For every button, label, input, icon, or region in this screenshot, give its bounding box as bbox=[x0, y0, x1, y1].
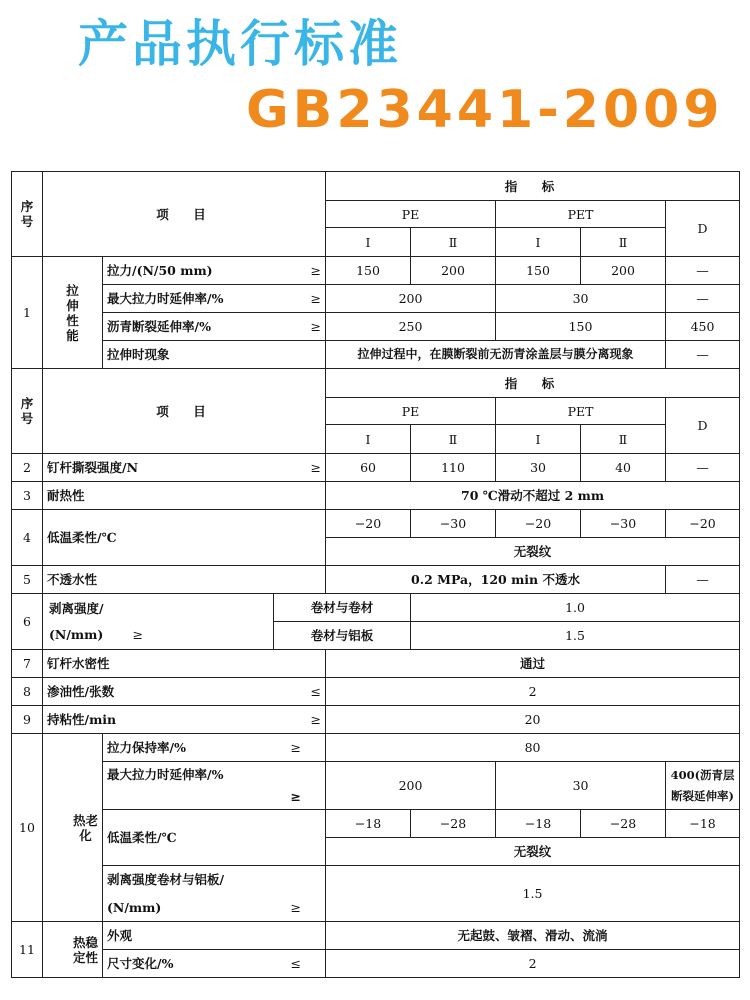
group-label: 拉伸性能 bbox=[43, 257, 103, 369]
index-header: 指 标 bbox=[326, 369, 740, 398]
table-row: 尺寸变化/% ≤ 2 bbox=[12, 950, 740, 978]
value-cell: −30 bbox=[581, 510, 666, 538]
pe-type2: Ⅱ bbox=[411, 425, 496, 454]
value-cell: 450 bbox=[666, 313, 740, 341]
index-header: 指 标 bbox=[326, 172, 740, 201]
pe-type2: Ⅱ bbox=[411, 228, 496, 257]
row-number: 3 bbox=[12, 482, 43, 510]
pet-type2: Ⅱ bbox=[581, 228, 666, 257]
item-label: 钉杆撕裂强度/N bbox=[47, 460, 138, 475]
table-row: 10 热老化 拉力保持率/% ≥ 80 bbox=[12, 734, 740, 762]
table-header-row bbox=[12, 369, 740, 398]
value-cell: 110 bbox=[411, 454, 496, 482]
row-number: 7 bbox=[12, 650, 43, 678]
item-label: 拉力/(N/50 mm) bbox=[107, 263, 213, 278]
item-label: 最大拉力时延伸率/% bbox=[107, 291, 224, 306]
table-row bbox=[12, 810, 740, 838]
table-row bbox=[12, 650, 740, 678]
row-number: 8 bbox=[12, 678, 43, 706]
row-number: 1 bbox=[12, 257, 43, 369]
pet-type2: Ⅱ bbox=[581, 425, 666, 454]
table-row: (N/mm) ≥ bbox=[12, 894, 740, 922]
sub-item-label: 卷材与铝板 bbox=[274, 622, 411, 650]
value-cell: — bbox=[666, 285, 740, 313]
row-number: 2 bbox=[12, 454, 43, 482]
table-row: 沥青断裂延伸率/% ≥ 250 150 450 bbox=[12, 313, 740, 341]
row-number: 11 bbox=[12, 922, 43, 978]
table-row: 最大拉力时延伸率/% ≥ 200 30 — bbox=[12, 285, 740, 313]
value-cell: 断裂延伸率) bbox=[671, 788, 735, 803]
value-cell: 拉伸过程中，在膜断裂前无沥青涂盖层与膜分离现象 bbox=[326, 341, 666, 369]
value-cell: −20 bbox=[666, 510, 740, 538]
item-label: 拉伸时现象 bbox=[103, 341, 326, 369]
sub-item-label: 卷材与卷材 bbox=[274, 594, 411, 622]
d-header: D bbox=[666, 201, 740, 257]
table-row bbox=[12, 341, 740, 369]
value-cell: — bbox=[666, 454, 740, 482]
pe-type1: Ⅰ bbox=[326, 425, 411, 454]
value-cell: −18 bbox=[666, 810, 740, 838]
table-row: 9 持粘性/min ≥ 20 bbox=[12, 706, 740, 734]
value-cell: −20 bbox=[326, 510, 411, 538]
value-cell: 1.5 bbox=[326, 866, 740, 922]
item-label: 渗油性/张数 bbox=[47, 684, 115, 699]
value-cell: 80 bbox=[326, 734, 740, 762]
pet-header: PET bbox=[496, 398, 666, 425]
value-cell: 400(沥青层 bbox=[670, 767, 735, 782]
value-cell: −28 bbox=[411, 810, 496, 838]
item-label-unit: (N/mm) bbox=[49, 626, 104, 642]
pe-header: PE bbox=[326, 201, 496, 228]
standard-code: GB23441-2009 bbox=[246, 80, 724, 140]
value-cell: 40 bbox=[581, 454, 666, 482]
group-label: 热老化 bbox=[43, 734, 103, 922]
pe-header: PE bbox=[326, 398, 496, 425]
item-label: 最大拉力时延伸率/% bbox=[107, 766, 224, 782]
value-cell: — bbox=[666, 566, 740, 594]
value-cell: 无裂纹 bbox=[326, 838, 740, 866]
value-cell: −18 bbox=[496, 810, 581, 838]
value-cell: 无裂纹 bbox=[326, 538, 740, 566]
value-cell: 150 bbox=[326, 257, 411, 285]
item-label: 沥青断裂延伸率/% bbox=[107, 319, 211, 334]
d-header: D bbox=[666, 398, 740, 454]
table-row bbox=[12, 866, 740, 894]
value-cell: — bbox=[666, 341, 740, 369]
table-row bbox=[12, 510, 740, 538]
row-number: 5 bbox=[12, 566, 43, 594]
row-number: 4 bbox=[12, 510, 43, 566]
row-number: 10 bbox=[12, 734, 43, 922]
value-cell: 2 bbox=[326, 678, 740, 706]
value-cell: 2 bbox=[326, 950, 740, 978]
item-label: 不透水性 bbox=[43, 566, 326, 594]
value-cell: 30 bbox=[496, 454, 581, 482]
row-number: 6 bbox=[12, 594, 43, 650]
seq-header: 序号 bbox=[12, 172, 43, 257]
value-cell: 150 bbox=[496, 313, 666, 341]
group-label: 热稳定性 bbox=[43, 922, 103, 978]
value-cell: 1.0 bbox=[411, 594, 740, 622]
value-cell: 200 bbox=[411, 257, 496, 285]
seq-header: 序号 bbox=[12, 369, 43, 454]
table-header-row bbox=[12, 172, 740, 201]
item-header: 项 目 bbox=[43, 369, 326, 454]
item-label: 外观 bbox=[103, 922, 326, 950]
table-row bbox=[12, 922, 740, 950]
item-label-unit: (N/mm) bbox=[107, 899, 162, 915]
value-cell: — bbox=[666, 257, 740, 285]
value-cell: −18 bbox=[326, 810, 411, 838]
item-label: 耐热性 bbox=[43, 482, 326, 510]
value-cell: 通过 bbox=[326, 650, 740, 678]
value-cell: 60 bbox=[326, 454, 411, 482]
value-cell: 30 bbox=[496, 285, 666, 313]
value-cell: 200 bbox=[326, 285, 496, 313]
pet-type1: Ⅰ bbox=[496, 228, 581, 257]
value-cell: −28 bbox=[581, 810, 666, 838]
value-cell: 无起鼓、皱褶、滑动、流淌 bbox=[326, 922, 740, 950]
value-cell: 200 bbox=[326, 762, 496, 810]
table-row: 最大拉力时延伸率/% ≥ 200 30 400(沥青层 断裂延伸率) bbox=[12, 762, 740, 810]
table-row: 8 渗油性/张数 ≤ 2 bbox=[12, 678, 740, 706]
table-row bbox=[12, 482, 740, 510]
value-cell: 1.5 bbox=[411, 622, 740, 650]
value-cell: 200 bbox=[581, 257, 666, 285]
row-number: 9 bbox=[12, 706, 43, 734]
pet-type1: Ⅰ bbox=[496, 425, 581, 454]
item-label: 钉杆水密性 bbox=[43, 650, 326, 678]
item-label: 剥离强度卷材与铝板/ bbox=[103, 866, 326, 894]
value-cell: −30 bbox=[411, 510, 496, 538]
table-row: 2 钉杆撕裂强度/N ≥ 60 110 30 40 — bbox=[12, 454, 740, 482]
item-label: 低温柔性/℃ bbox=[43, 510, 326, 566]
item-label: 持粘性/min bbox=[47, 712, 117, 727]
value-cell: 0.2 MPa，120 min 不透水 bbox=[326, 566, 666, 594]
page-title: 产品执行标准 bbox=[78, 15, 402, 73]
item-label: 拉力保持率/% bbox=[107, 740, 186, 755]
pet-header: PET bbox=[496, 201, 666, 228]
value-cell: 70 ℃滑动不超过 2 mm bbox=[326, 482, 740, 510]
item-label: 尺寸变化/% bbox=[107, 956, 174, 971]
pe-type1: Ⅰ bbox=[326, 228, 411, 257]
item-header: 项 目 bbox=[43, 172, 326, 257]
value-cell: 150 bbox=[496, 257, 581, 285]
item-label: 低温柔性/℃ bbox=[103, 810, 326, 866]
table-row: 6 剥离强度/ (N/mm) ≥ 卷材与卷材 1.0 bbox=[12, 594, 740, 622]
spec-table bbox=[11, 171, 740, 978]
value-cell: 250 bbox=[326, 313, 496, 341]
table-row: 1 拉伸性能 拉力/(N/50 mm) ≥ 150 200 150 200 — bbox=[12, 257, 740, 285]
value-cell: −20 bbox=[496, 510, 581, 538]
item-label: 剥离强度/ bbox=[49, 600, 104, 616]
value-cell: 20 bbox=[326, 706, 740, 734]
table-row bbox=[12, 566, 740, 594]
value-cell: 30 bbox=[496, 762, 666, 810]
